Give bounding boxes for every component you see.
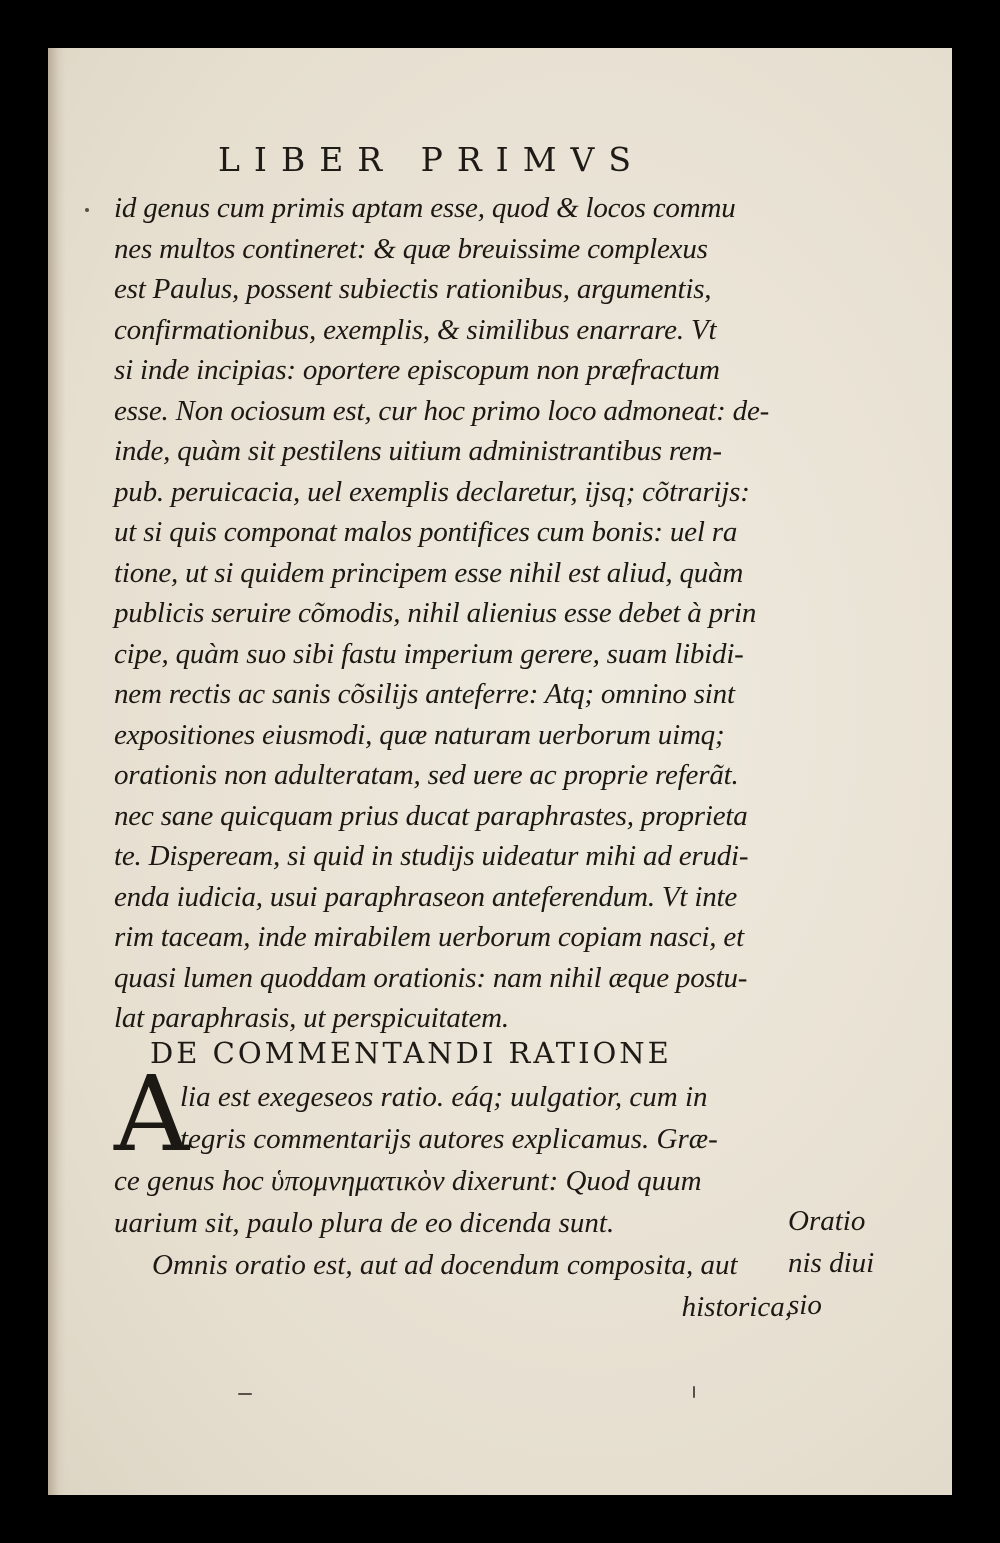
- text-line: tegris commentarijs autores explicamus. Græ-: [180, 1123, 718, 1155]
- section-text: [114, 1076, 794, 1328]
- text-line: si inde incipias: oportere episcopum non præfractum: [114, 354, 720, 386]
- text-line: te. Dispeream, si quid in studijs uideatur mihi ad erudi-: [114, 840, 749, 872]
- text-line: Omnis oratio est, aut ad docendum composita, aut: [152, 1249, 738, 1281]
- text-line: id genus cum primis aptam esse, quod & locos commu: [114, 192, 736, 224]
- body-text: [114, 188, 794, 1039]
- text-line: uarium sit, paulo plura de eo dicenda sunt.: [114, 1207, 615, 1239]
- text-line: rim taceam, inde mirabilem uerborum copiam nasci, et: [114, 921, 744, 953]
- text-line: inde, quàm sit pestilens uitium administrantibus rem-: [114, 435, 722, 467]
- drop-cap-initial: A: [114, 1053, 190, 1175]
- text-line: expositiones eiusmodi, quæ naturam uerborum uimq;: [114, 718, 725, 751]
- text-line: confirmationibus, exemplis, & similibus enarrare. Vt: [114, 313, 717, 346]
- marginal-note-line: nis diui: [788, 1247, 875, 1279]
- marginal-note-line: Oratio: [788, 1205, 866, 1237]
- text-line: ut si quis componat malos pontifices cum bonis: uel ra: [114, 516, 738, 548]
- text-line: nes multos contineret: & quæ breuissime complexus: [114, 232, 708, 265]
- text-line: cipe, quàm suo sibi fastu imperium gerere, suam libidi-: [114, 637, 744, 670]
- text-line: nem rectis ac sanis cõsilijs anteferre: Atq; omnino sint: [114, 678, 735, 710]
- text-line: esse. Non ociosum est, cur hoc primo loco admoneat: de-: [114, 394, 770, 427]
- page-gutter: [48, 48, 66, 1495]
- ink-speck: [85, 208, 89, 212]
- marginal-note: [788, 1200, 874, 1326]
- marginal-note-line: sio: [788, 1289, 822, 1321]
- running-head: LIBER PRIMVS: [218, 140, 645, 179]
- text-line: tione, ut si quidem principem esse nihil est aliud, quàm: [114, 556, 744, 589]
- text-line: quasi lumen quoddam orationis: nam nihil æque postu-: [114, 961, 748, 994]
- text-line: ce genus hoc ὑπομνηματικὸν dixerunt: Quod quum: [114, 1165, 702, 1197]
- ink-speck: [238, 1393, 252, 1395]
- text-line: est Paulus, possent subiectis rationibus, argumentis,: [114, 273, 712, 305]
- book-page: [48, 48, 952, 1495]
- text-line: lia est exegeseos ratio. eáq; uulgatior, cum in: [180, 1081, 708, 1113]
- ink-speck: [693, 1386, 695, 1398]
- text-line: historica,: [681, 1291, 792, 1323]
- text-line: publicis seruire cõmodis, nihil alienius esse debet à prin: [114, 597, 757, 629]
- text-line: pub. peruicacia, uel exemplis declaretur, ijsq; cõtrarijs:: [114, 475, 750, 508]
- text-line: nec sane quicquam prius ducat paraphrastes, proprieta: [114, 799, 748, 832]
- text-line: orationis non adulteratam, sed uere ac proprie referãt.: [114, 759, 739, 791]
- text-line: lat paraphrasis, ut perspicuitatem.: [114, 1002, 509, 1034]
- text-line: enda iudicia, usui paraphraseon anteferendum. Vt inte: [114, 880, 738, 913]
- section-heading: DE COMMENTANDI RATIONE: [150, 1036, 672, 1070]
